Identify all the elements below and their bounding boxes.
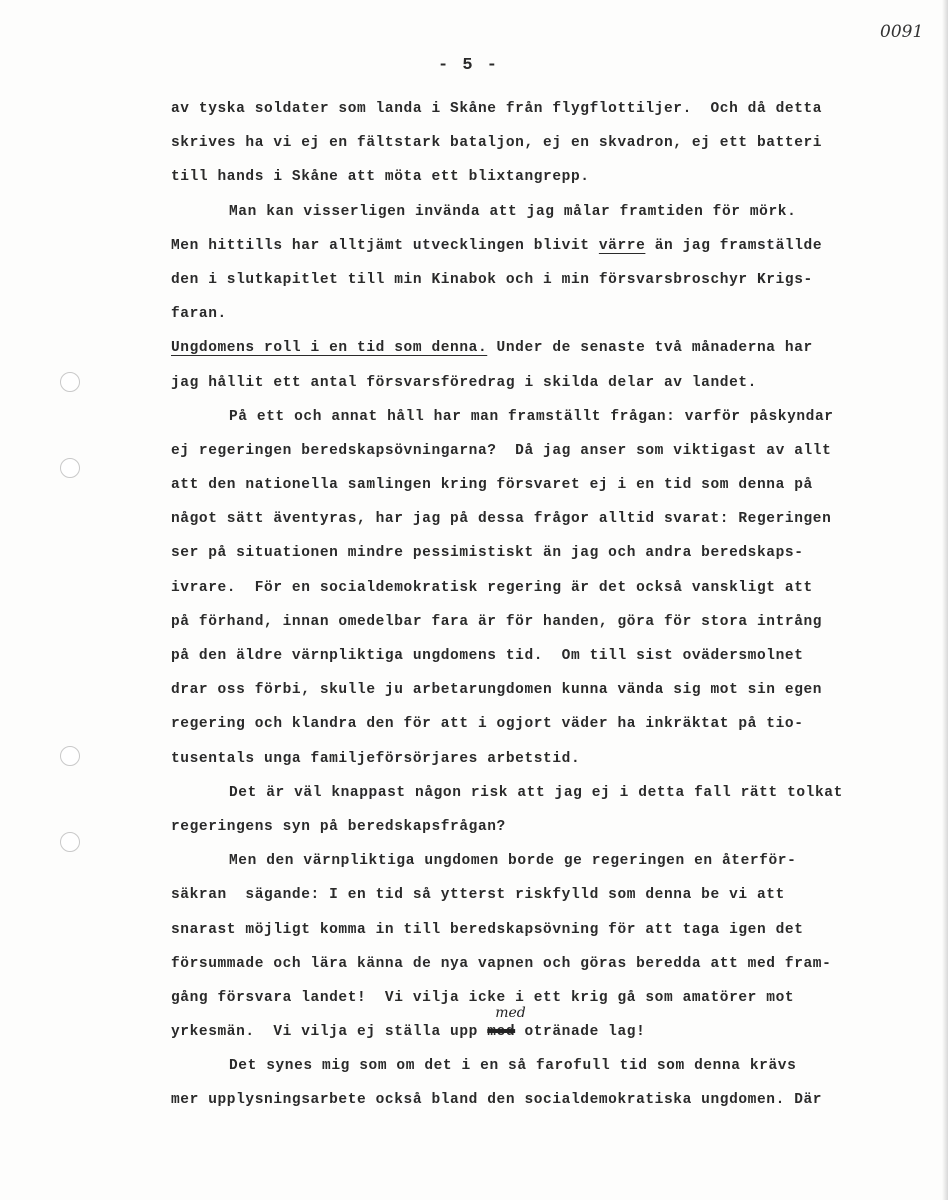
text-line: snarast möjligt komma in till beredskapsövning för att taga igen det: [171, 921, 804, 938]
text-line: Det synes mig som om det i en så farofull tid som denna krävs: [229, 1058, 797, 1075]
text-line: Men den värnpliktiga ungdomen borde ge regeringen en återför-: [229, 853, 797, 870]
text-line: på förhand, innan omedelbar fara är för handen, göra för stora intrång: [171, 613, 823, 630]
section-heading: Ungdomens roll i en tid som denna.: [171, 340, 488, 357]
text-line: faran.: [171, 306, 227, 323]
text-line: ej regeringen beredskapsövningarna? Då jag anser som viktigast av allt: [171, 442, 832, 459]
text-line: På ett och annat håll har man framställt frågan: varför påskyndar: [229, 408, 834, 425]
text-line: jag hållit ett antal försvarsföredrag i skilda delar av landet.: [171, 374, 757, 391]
text-line: gång försvara landet! Vi vilja icke i ett krig gå som amatörer mot: [171, 989, 795, 1006]
handwritten-correction: [487, 1005, 526, 1049]
text-line: försummade och lära känna de nya vapnen och göras beredda att med fram-: [171, 955, 832, 972]
text-line: till hands i Skåne att möta ett blixtangrepp.: [171, 169, 590, 186]
text-line: drar oss förbi, skulle ju arbetarungdomen kunna vända sig mot sin egen: [171, 682, 823, 699]
text-line: något sätt äventyras, har jag på dessa frågor alltid svarat: Regeringen: [171, 511, 832, 528]
underlined-word: värre: [598, 237, 646, 254]
text-line: mer upplysningsarbete också bland den socialdemokratiska ungdomen. Där: [171, 1092, 823, 1109]
page-number: - 5 -: [438, 56, 500, 75]
text-line: ser på situationen mindre pessimistiskt än jag och andra beredskaps-: [171, 545, 804, 562]
text-line: den i slutkapitlet till min Kinabok och i min försvarsbroschyr Krigs-: [171, 271, 813, 288]
text-line: på den äldre värnpliktiga ungdomens tid. Om till sist ovädersmolnet: [171, 648, 804, 664]
punch-hole: [60, 458, 80, 478]
text-line: säkran sägande: I en tid så ytterst riskfylld som denna be vi att: [171, 887, 785, 904]
text-line: Men hittills har alltjämt utvecklingen blivit värre än jag framställde: [171, 237, 823, 254]
page-edge-shadow: [942, 0, 948, 1200]
text-line: av tyska soldater som landa i Skåne från flygflottiljer. Och då detta: [171, 101, 823, 117]
archive-number: 0091: [880, 22, 924, 42]
handwritten-annotation: med: [495, 1005, 526, 1022]
text-line: regeringens syn på beredskapsfrågan?: [171, 818, 506, 835]
struck-word: med: [487, 1024, 516, 1041]
text-line: Ungdomens roll i en tid som denna. Under de senaste två månaderna har: [171, 340, 813, 357]
text-line: yrkesmän. Vi vilja ej ställa upp med med otränade lag!: [171, 1015, 911, 1049]
text-line: regering och klandra den för att i ogjort väder ha inkräktat på tio-: [171, 716, 804, 733]
text-line: ivrare. För en socialdemokratisk regering är det också vanskligt att: [171, 579, 813, 596]
punch-hole: [60, 832, 80, 852]
text-line: skrives ha vi ej en fältstark bataljon, ej en skvadron, ej ett batteri: [171, 135, 823, 152]
typewritten-text: [171, 92, 911, 1118]
punch-hole: [60, 372, 80, 392]
punch-hole: [60, 746, 80, 766]
text-line: Det är väl knappast någon risk att jag ej i detta fall rätt tolkat: [229, 784, 843, 801]
text-line: Man kan visserligen invända att jag målar framtiden för mörk.: [229, 203, 797, 220]
text-line: att den nationella samlingen kring försvaret ej i en tid som denna på: [171, 477, 813, 494]
text-line: tusentals unga familjeförsörjares arbetstid.: [171, 750, 581, 767]
